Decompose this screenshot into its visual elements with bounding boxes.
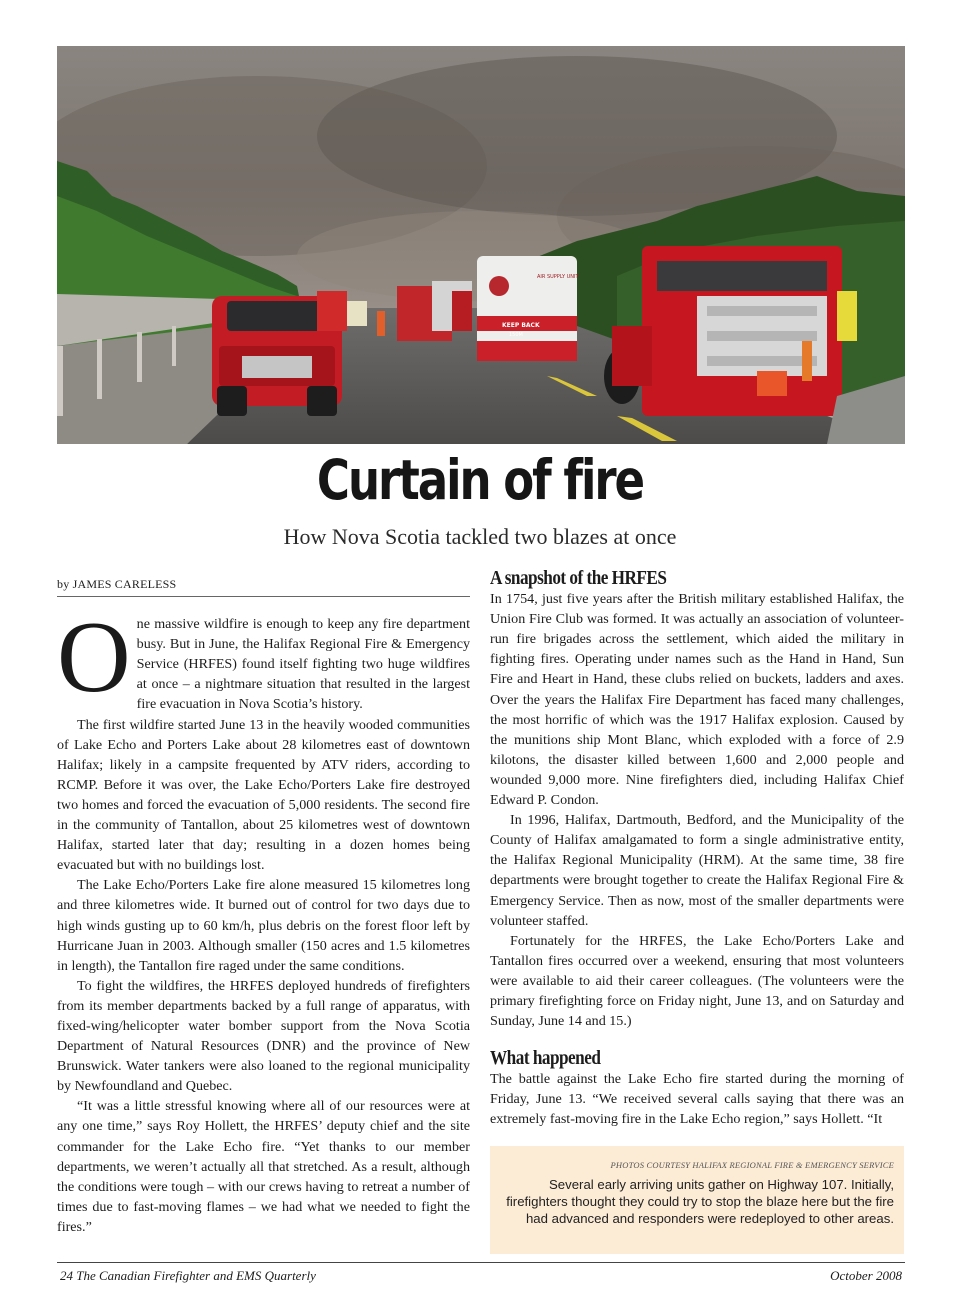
- paragraph-text: ne massive wildfire is enough to keep any fire department busy. But in June, the Halifax Regional Fire & Emergency Service (HRFES) found itself fighting two huge wildfires at once – a nightmare situation that resulted in the largest fire evacuation in Nova Scotia’s history.: [136, 616, 470, 713]
- hero-photo: [57, 46, 905, 444]
- sidebar-paragraph-3: Fortunately for the HRFES, the Lake Echo/Porters Lake and Tantallon fires occurred over a weekend, ensuring that most volunteers were available to aid their career colleagues. (The volunteers were the primary firefighting force on Friday night, June 13, and on Saturday and Sunday, June 14 and 15.): [490, 932, 904, 1030]
- article-paragraph-1: [57, 601, 470, 715]
- svg-text:KEEP BACK: KEEP BACK: [502, 322, 540, 329]
- article-paragraph-2: The first wildfire started June 13 in the heavily wooded communities of Lake Echo and Porters Lake about 28 kilometres east of downtown Halifax; likely in a campsite frequented by ATV riders, according to RCMP. Before it was over, the Lake Echo/Porters Lake fire destroyed two homes and forced the evacuation of 5,000 residents. The second fire in the community of Tantallon, about 25 kilometres west of downtown Halifax, started later that day; resulting in a dozen homes being evacuated but with no buildings lost.: [57, 716, 470, 874]
- sidebar-paragraph-2: In 1996, Halifax, Dartmouth, Bedford, and the Municipality of the County of Halifax amalgamated to form a single administrative entity, the Halifax Regional Municipality (HRM). At the same time, 38 fire departments were brought together to create the Halifax Regional Fire & Emergency Service. Then as now, most of the smaller departments were volunteer staffed.: [490, 812, 904, 929]
- article-paragraph-4: To fight the wildfires, the HRFES deployed hundreds of firefighters from its member departments backed by a full range of apparatus, with fixed-wing/helicopter water bomber support from the Nova Scotia Department of Natural Resources (DNR) and the province of New Brunswick. Water tankers were also loaned to the regional municipality by Newfoundland and Quebec.: [57, 977, 470, 1095]
- air-supply-unit: [477, 256, 579, 361]
- article-paragraph-3: The Lake Echo/Porters Lake fire alone measured 15 kilometres long and three kilometres wide. It burned out of control for two days due to high winds gusting up to 60 km/h, plus debris on the forest floor left by Hurricane Juan in 2003. Although smaller (150 acres and 1.5 kilometres in length), the Tantallon fire raged under the same conditions.: [57, 877, 470, 974]
- footer-divider: [57, 1262, 905, 1263]
- what-happened-paragraph: The battle against the Lake Echo fire started during the morning of Friday, June 13. “We received several calls saying that there was an extremely fast-moving fire in the Lake Echo region,” says Hollett. “It: [490, 1071, 904, 1128]
- sidebar-heading: A snapshot of the HRFES: [490, 567, 667, 589]
- wildfire-highway-photo: [57, 46, 905, 444]
- what-happened-heading: What happened: [490, 1047, 601, 1070]
- footer-publication: 24 The Canadian Firefighter and EMS Quarterly: [60, 1268, 316, 1283]
- photo-credit: PHOTOS COURTESY HALIFAX REGIONAL FIRE & EMERGENCY SERVICE: [610, 1160, 894, 1170]
- caption-text: Several early arriving units gather on Highway 107. Initially, firefighters thought they could try to stop the blaze here but the fire had advanced and responders were redeployed to other areas.: [506, 1177, 894, 1226]
- article-paragraph-5: “It was a little stressful knowing where all of our resources were at any one time,” says Roy Hollett, the HRFES’ deputy chief and the site commander for the Lake Echo fire. “Yet thanks to our member departments, we weren’t actually all that stretched. As a result, although the conditions were tough – with our crews having to retreat a number of times due to fast-moving flames – we had what we needed to fight the fires.”: [57, 1098, 470, 1235]
- main-article-column: [57, 574, 470, 1237]
- article-subtitle: How Nova Scotia tackled two blazes at once: [283, 524, 677, 549]
- sidebar-paragraph-1: In 1754, just five years after the British military established Halifax, the Union Fire Club was formed. It was actually an association of volunteer-run fire brigades across the settlement, which aided the military in fighting fires. Operating under names such as the Hand in Hand, Sun Fire and Heart in Hand, these clubs relied on buckets, ladders and axes. Over the years the Halifax Fire Department has faced many challenges, the most horrific of which was the 1917 Halifax explosion. Caused by the munitions ship Mont Blanc, which exploded with a force of 2.9 kilotons, the disaster killed between 1,600 and 2,000 people and wounded 9,000 more. Nine firefighters died, including Halifax Chief Edward P. Condon.: [490, 591, 904, 809]
- article-title: Curtain of fire: [316, 448, 644, 512]
- svg-text:AIR SUPPLY UNIT: AIR SUPPLY UNIT: [537, 274, 579, 280]
- svg-text:150M: 150M: [509, 332, 523, 338]
- photo-caption-box: [490, 1146, 904, 1254]
- byline: by JAMES CARELESS: [57, 574, 470, 597]
- footer-date: October 2008: [830, 1268, 902, 1283]
- sidebar-column: [490, 568, 904, 1130]
- drop-cap: O: [57, 601, 131, 715]
